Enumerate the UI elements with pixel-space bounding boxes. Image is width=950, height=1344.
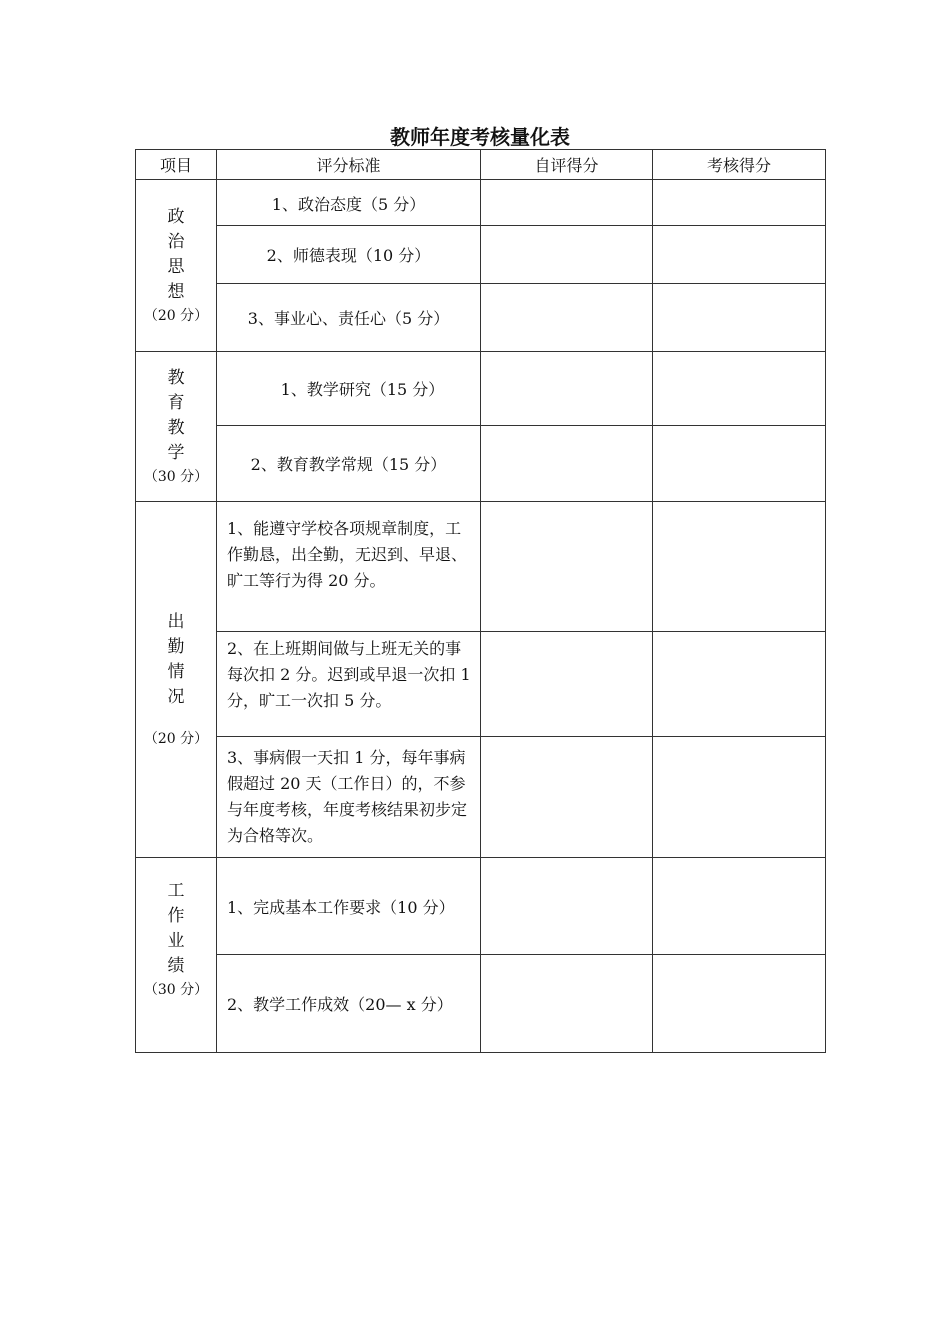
category-points: （30 分） xyxy=(143,982,209,998)
category-performance xyxy=(136,858,217,1053)
assess-score-cell[interactable] xyxy=(653,858,826,955)
category-teaching xyxy=(136,352,217,502)
category-points: （30 分） xyxy=(143,468,209,485)
self-score-cell[interactable] xyxy=(481,632,653,737)
criteria-cell: 2、教学工作成效（20— x 分） xyxy=(217,955,481,1053)
category-char: 教 xyxy=(167,367,185,388)
assess-score-cell[interactable] xyxy=(653,426,826,502)
category-char: 出 xyxy=(167,611,185,632)
assessment-table xyxy=(135,149,826,1053)
spacer xyxy=(136,710,216,728)
category-char: 作 xyxy=(167,906,185,926)
category-char: 学 xyxy=(167,442,185,463)
category-char: 想 xyxy=(167,281,185,302)
header-criteria: 评分标准 xyxy=(217,150,481,180)
self-score-cell[interactable] xyxy=(481,858,653,955)
category-points: （20 分） xyxy=(143,730,209,747)
criteria-cell: 1、政治态度（5 分） xyxy=(217,180,481,226)
table-row xyxy=(136,180,826,226)
category-attendance xyxy=(136,502,217,858)
table-row xyxy=(136,352,826,426)
self-score-cell[interactable] xyxy=(481,352,653,426)
assess-score-cell[interactable] xyxy=(653,632,826,737)
category-points: （20 分） xyxy=(143,307,209,324)
self-score-cell[interactable] xyxy=(481,502,653,632)
category-char: 治 xyxy=(167,231,185,252)
category-char: 思 xyxy=(167,256,185,277)
table-row xyxy=(136,426,826,502)
header-self-score: 自评得分 xyxy=(481,150,653,180)
document-title: 教师年度考核量化表 xyxy=(390,125,570,149)
table-row xyxy=(136,858,826,955)
header-assess-score: 考核得分 xyxy=(653,150,826,180)
spacer xyxy=(136,1001,216,1031)
self-score-cell[interactable] xyxy=(481,426,653,502)
assess-score-cell[interactable] xyxy=(653,955,826,1053)
assess-score-cell[interactable] xyxy=(653,284,826,352)
assess-score-cell[interactable] xyxy=(653,352,826,426)
assess-score-cell[interactable] xyxy=(653,737,826,858)
table-row xyxy=(136,284,826,352)
category-political xyxy=(136,180,217,352)
table-row xyxy=(136,737,826,858)
self-score-cell[interactable] xyxy=(481,180,653,226)
table-row xyxy=(136,632,826,737)
category-char: 业 xyxy=(167,931,185,951)
table-row xyxy=(136,226,826,284)
criteria-cell: 1、能遵守学校各项规章制度，工作勤恳，出全勤，无迟到、早退、旷工等行为得 20 分。 xyxy=(217,502,481,632)
self-score-cell[interactable] xyxy=(481,737,653,858)
category-char: 工 xyxy=(167,881,185,901)
category-char: 勤 xyxy=(167,636,185,657)
header-row xyxy=(136,150,826,180)
table-row xyxy=(136,955,826,1053)
criteria-cell: 1、完成基本工作要求（10 分） xyxy=(217,858,481,955)
header-item: 项目 xyxy=(136,150,217,180)
category-char: 教 xyxy=(167,417,185,438)
criteria-cell: 2、师德表现（10 分） xyxy=(217,226,481,284)
criteria-cell: 1、教学研究（15 分） xyxy=(217,352,481,426)
criteria-cell: 3、事病假一天扣 1 分，每年事病假超过 20 天（工作日）的，不参与年度考核，年度考核结果初步定为合格等次。 xyxy=(217,737,481,858)
assess-score-cell[interactable] xyxy=(653,226,826,284)
self-score-cell[interactable] xyxy=(481,955,653,1053)
self-score-cell[interactable] xyxy=(481,284,653,352)
assess-score-cell[interactable] xyxy=(653,502,826,632)
criteria-cell: 2、教育教学常规（15 分） xyxy=(217,426,481,502)
category-char: 育 xyxy=(167,392,185,413)
table-row xyxy=(136,502,826,632)
category-char: 情 xyxy=(167,661,185,682)
category-char: 况 xyxy=(167,686,185,707)
self-score-cell[interactable] xyxy=(481,226,653,284)
criteria-cell: 3、事业心、责任心（5 分） xyxy=(217,284,481,352)
category-char: 绩 xyxy=(167,956,185,976)
category-char: 政 xyxy=(167,206,185,227)
assess-score-cell[interactable] xyxy=(653,180,826,226)
criteria-cell: 2、在上班期间做与上班无关的事每次扣 2 分。迟到或早退一次扣 1 分，旷工一次扣 5 分。 xyxy=(217,632,481,737)
